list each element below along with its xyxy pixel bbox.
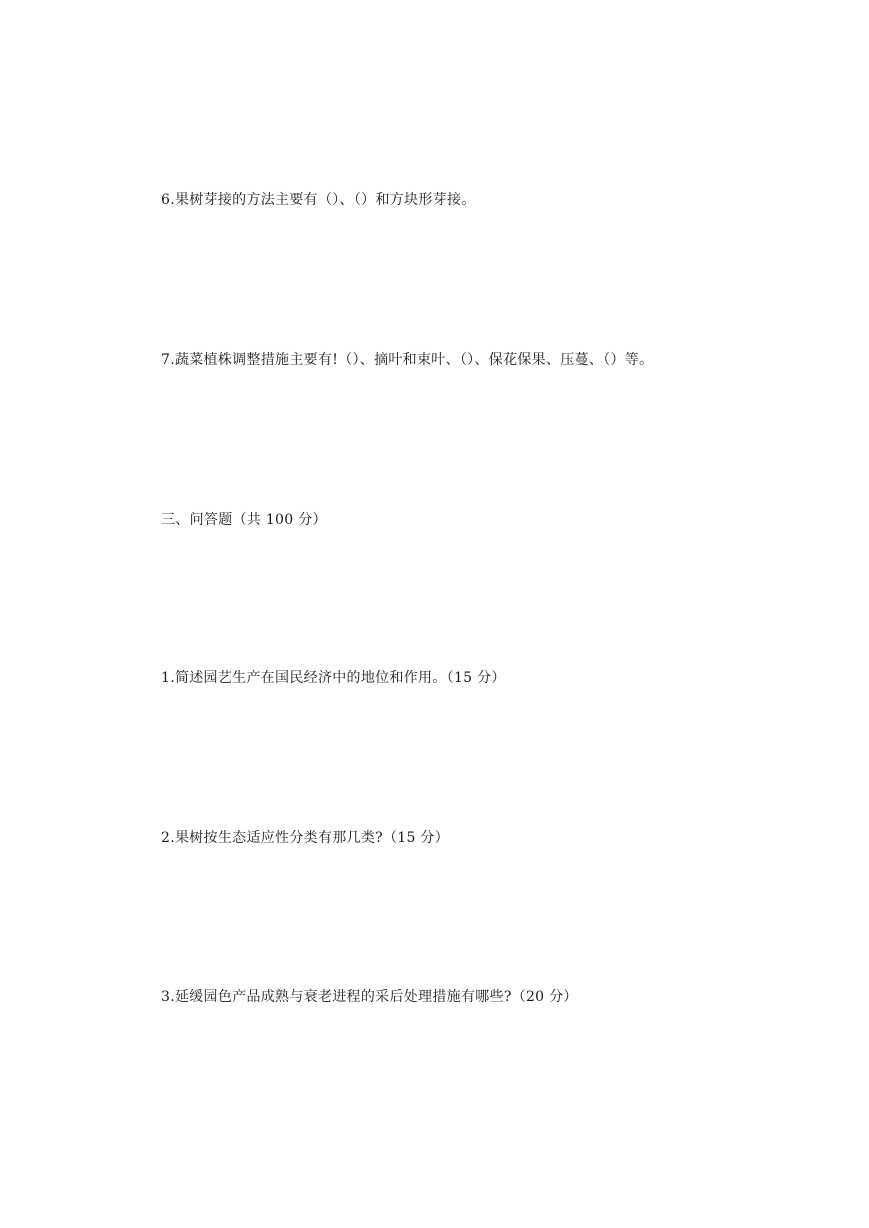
essay-question-2: 2.果树按生态适应性分类有那几类?（15 分） (161, 830, 450, 846)
essay-question-1: 1.简述园艺生产在国民经济中的地位和作用。（15 分） (161, 670, 506, 686)
essay-question-3: 3.延缓园色产品成熟与衰老进程的采后处理措施有哪些?（20 分） (161, 989, 578, 1005)
section-heading-essay-questions: 三、问答题（共 100 分） (161, 512, 327, 528)
question-7-fill-blank: 7.蔬菜植株调整措施主要有!（）、摘叶和束叶、（）、保花保果、压蔓、（）等。 (161, 352, 654, 368)
question-6-fill-blank: 6.果树芽接的方法主要有（）、（）和方块形芽接。 (161, 192, 476, 208)
